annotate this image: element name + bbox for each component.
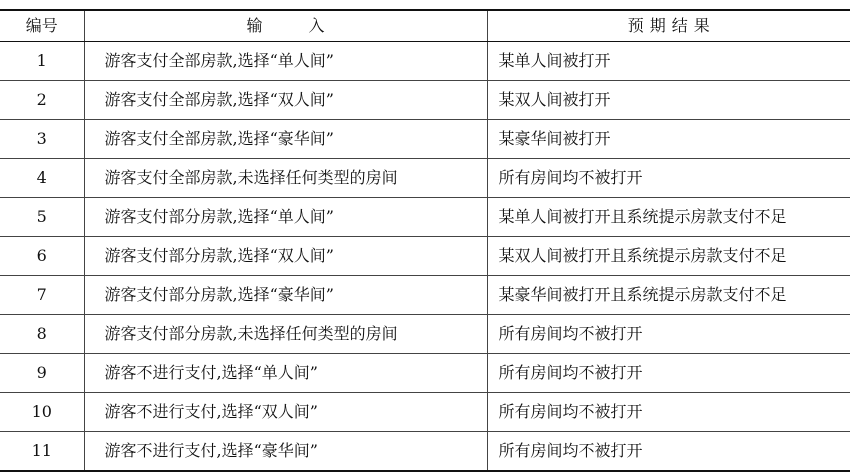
- table-row: [0, 237, 850, 276]
- row-input: 游客支付部分房款,未选择任何类型的房间: [84, 315, 487, 354]
- table-row: [0, 432, 850, 472]
- header-row: [0, 10, 850, 42]
- row-input: 游客不进行支付,选择“单人间”: [84, 354, 487, 393]
- header-id: 编号: [0, 10, 84, 42]
- row-input: 游客支付部分房款,选择“单人间”: [84, 198, 487, 237]
- row-expected-result: 某豪华间被打开: [487, 120, 850, 159]
- row-input: 游客支付全部房款,未选择任何类型的房间: [84, 159, 487, 198]
- test-case-table: [0, 9, 850, 472]
- header-expected-result: 预期结果: [487, 10, 850, 42]
- row-input: 游客支付全部房款,选择“豪华间”: [84, 120, 487, 159]
- row-input: 游客不进行支付,选择“豪华间”: [84, 432, 487, 472]
- row-id: 8: [0, 315, 84, 354]
- row-input: 游客支付全部房款,选择“双人间”: [84, 81, 487, 120]
- table-row: [0, 198, 850, 237]
- table-row: [0, 81, 850, 120]
- row-id: 5: [0, 198, 84, 237]
- row-expected-result: 某豪华间被打开且系统提示房款支付不足: [487, 276, 850, 315]
- table-row: [0, 315, 850, 354]
- row-id: 7: [0, 276, 84, 315]
- row-id: 4: [0, 159, 84, 198]
- row-id: 6: [0, 237, 84, 276]
- row-expected-result: 所有房间均不被打开: [487, 432, 850, 472]
- row-input: 游客支付部分房款,选择“双人间”: [84, 237, 487, 276]
- header-input: 输入: [84, 10, 487, 42]
- row-id: 11: [0, 432, 84, 472]
- table-header: [0, 10, 850, 42]
- table-row: [0, 159, 850, 198]
- table-row: [0, 42, 850, 81]
- table-row: [0, 354, 850, 393]
- row-expected-result: 所有房间均不被打开: [487, 354, 850, 393]
- row-input: 游客不进行支付,选择“双人间”: [84, 393, 487, 432]
- table-body: [0, 42, 850, 472]
- row-expected-result: 某双人间被打开: [487, 81, 850, 120]
- row-expected-result: 某双人间被打开且系统提示房款支付不足: [487, 237, 850, 276]
- row-expected-result: 所有房间均不被打开: [487, 159, 850, 198]
- row-id: 3: [0, 120, 84, 159]
- table-row: [0, 393, 850, 432]
- row-id: 9: [0, 354, 84, 393]
- row-input: 游客支付部分房款,选择“豪华间”: [84, 276, 487, 315]
- row-expected-result: 所有房间均不被打开: [487, 393, 850, 432]
- row-expected-result: 某单人间被打开: [487, 42, 850, 81]
- row-expected-result: 某单人间被打开且系统提示房款支付不足: [487, 198, 850, 237]
- table-row: [0, 276, 850, 315]
- row-id: 10: [0, 393, 84, 432]
- row-id: 2: [0, 81, 84, 120]
- row-id: 1: [0, 42, 84, 81]
- row-input: 游客支付全部房款,选择“单人间”: [84, 42, 487, 81]
- table-row: [0, 120, 850, 159]
- row-expected-result: 所有房间均不被打开: [487, 315, 850, 354]
